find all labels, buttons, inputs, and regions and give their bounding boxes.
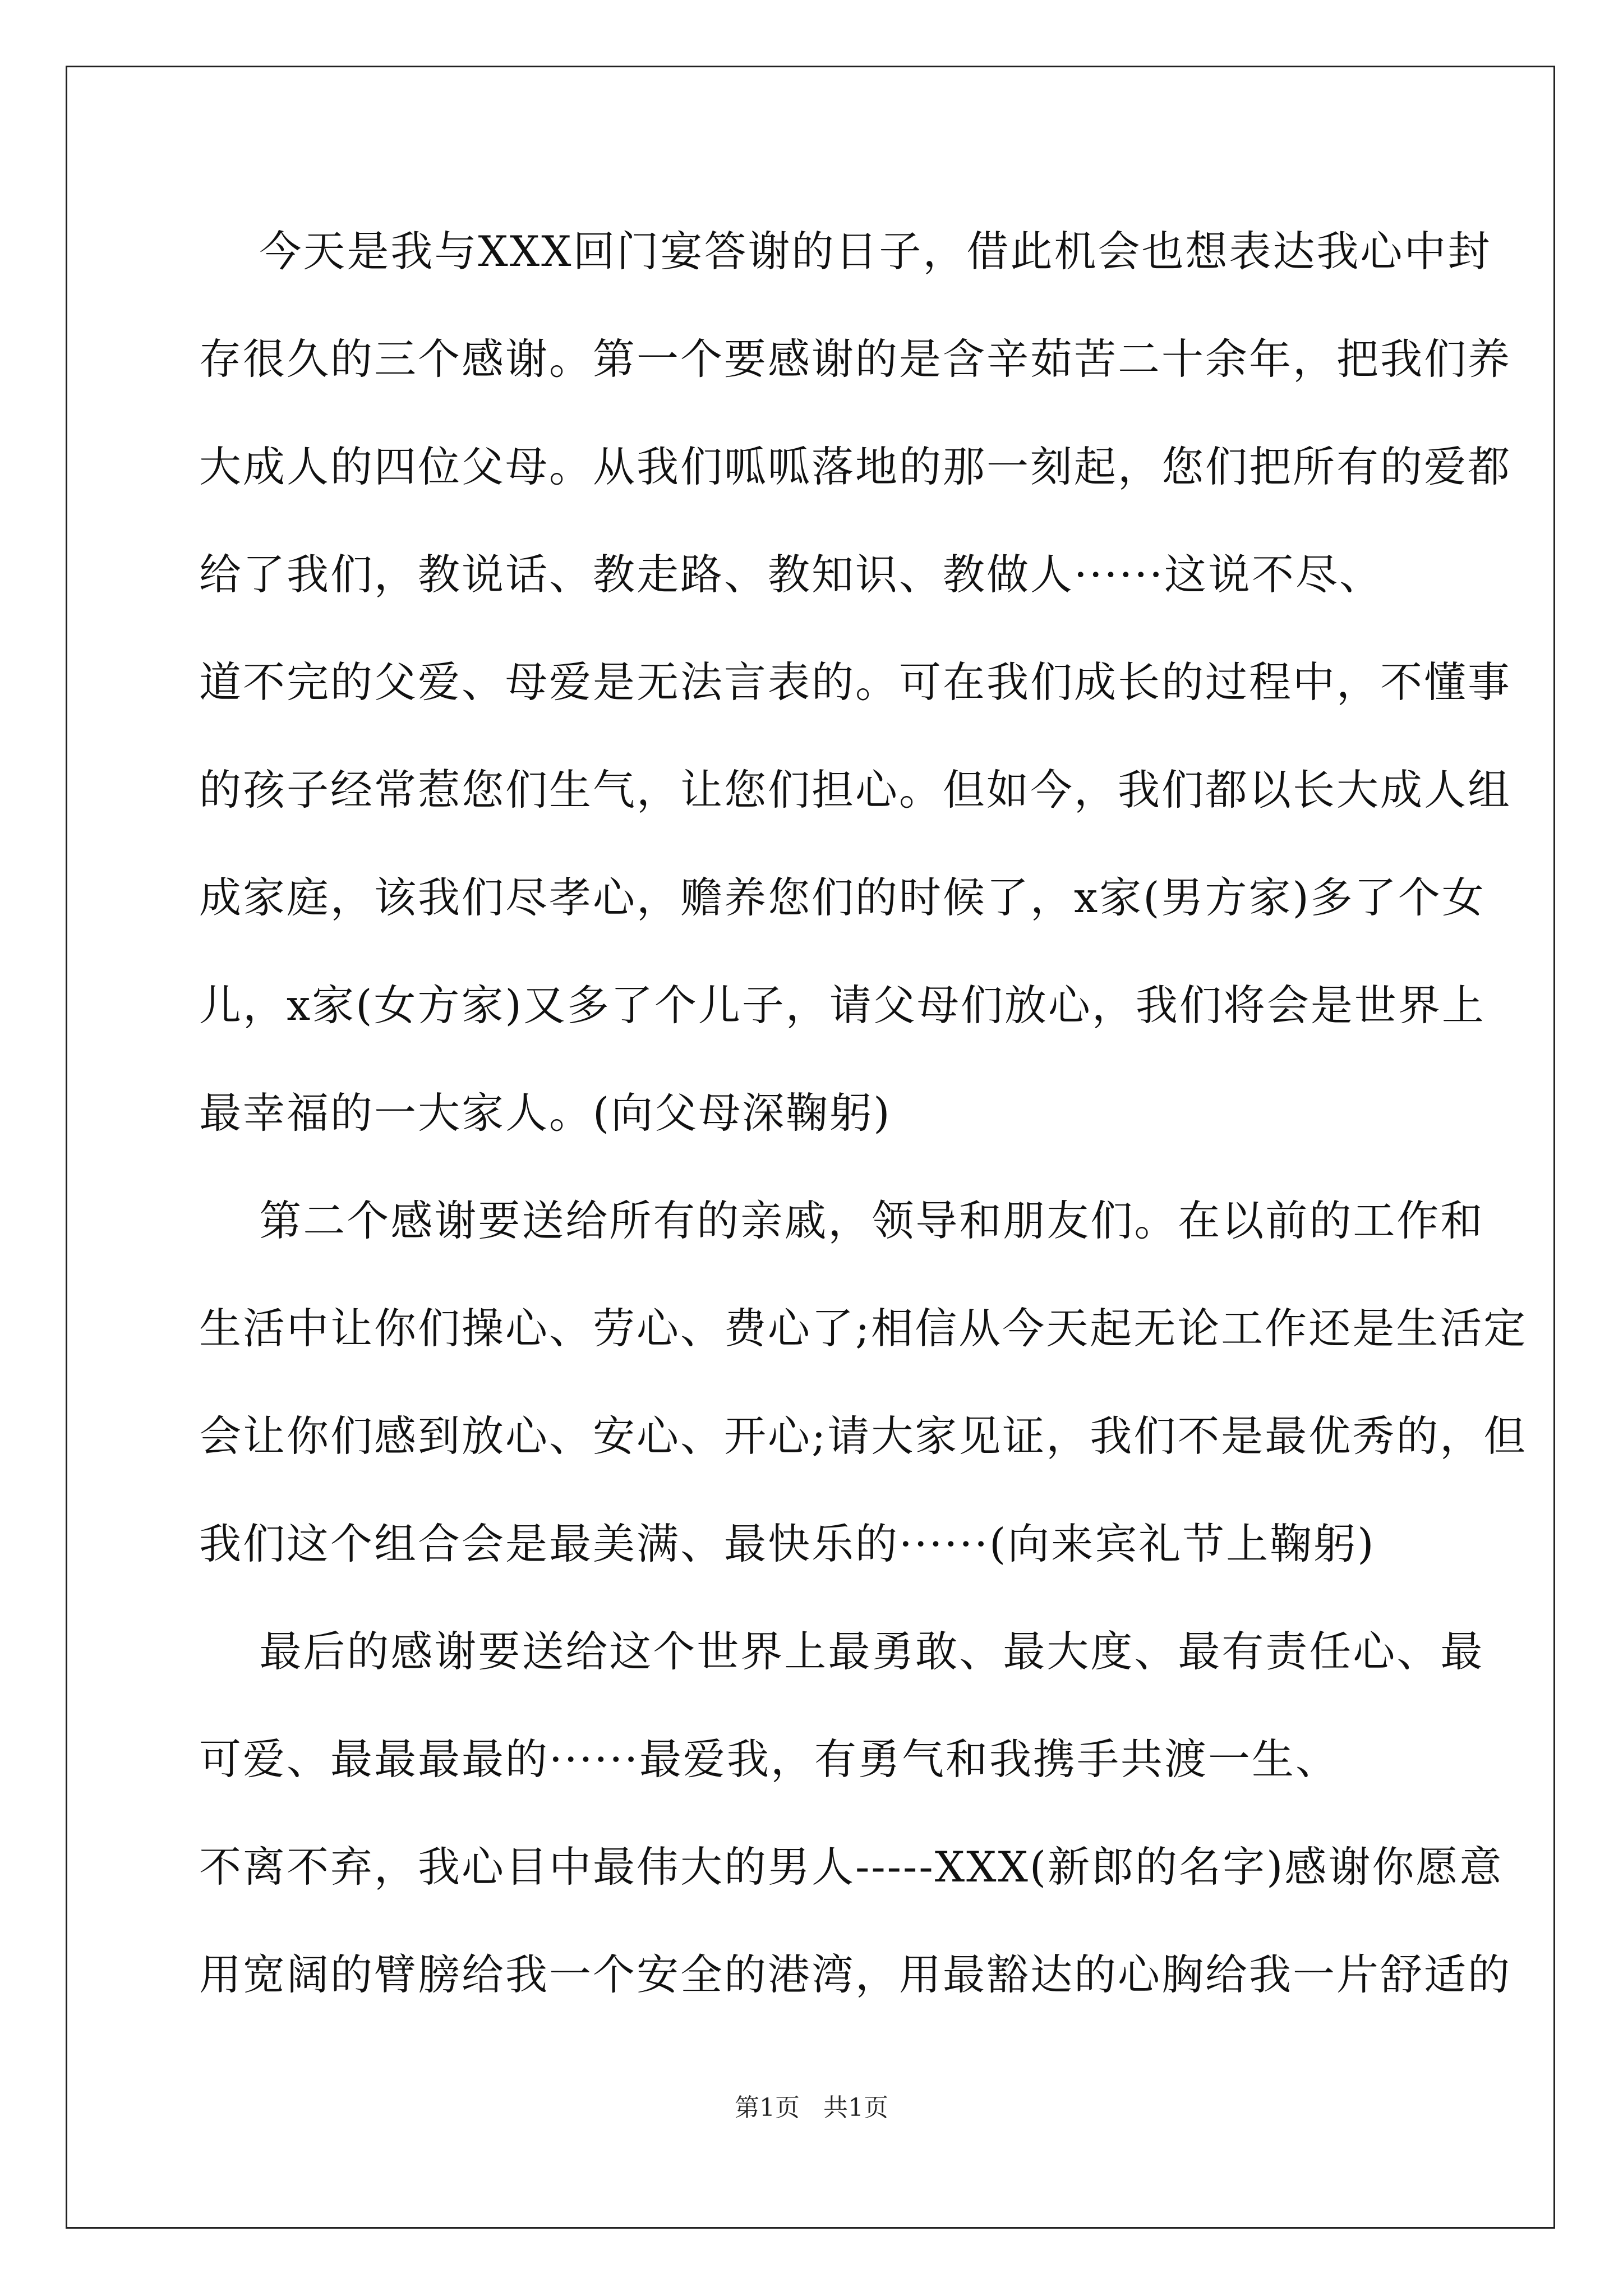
text-line: 会让你们感到放心、安心、开心;请大家见证，我们不是最优秀的，但 <box>199 1411 1528 1461</box>
text-line: 不离不弃，我心目中最伟大的男人-----XXX(新郎的名字)感谢你愿意 <box>199 1842 1504 1892</box>
text-line: 我们这个组合会是最美满、最快乐的······(向来宾礼节上鞠躬) <box>199 1519 1376 1568</box>
text-line: 生活中让你们操心、劳心、费心了;相信从今天起无论工作还是生活定 <box>199 1304 1528 1353</box>
text-line: 成家庭，该我们尽孝心，赡养您们的时候了，x家(男方家)多了个女 <box>199 873 1486 922</box>
text-line: 存很久的三个感谢。第一个要感谢的是含辛茹苦二十余年，把我们养 <box>199 334 1512 384</box>
text-line: 道不完的父爱、母爱是无法言表的。可在我们成长的过程中，不懂事 <box>199 657 1512 707</box>
text-line: 大成人的四位父母。从我们呱呱落地的那一刻起，您们把所有的爱都 <box>199 442 1512 491</box>
text-line: 最幸福的一大家人。(向父母深鞠躬) <box>199 1088 892 1138</box>
text-line: 最后的感谢要送给这个世界上最勇敢、最大度、最有责任心、最 <box>199 1627 1484 1676</box>
text-line: 今天是我与XXX回门宴答谢的日子，借此机会也想表达我心中封 <box>199 227 1492 276</box>
text-line: 给了我们，教说话、教走路、教知识、教做人······这说不尽、 <box>199 550 1384 599</box>
text-line: 儿，x家(女方家)又多了个儿子，请父母们放心，我们将会是世界上 <box>199 981 1486 1030</box>
document-body <box>199 221 1528 2052</box>
text-line: 的孩子经常惹您们生气，让您们担心。但如今，我们都以长大成人组 <box>199 765 1512 815</box>
text-line: 可爱、最最最最的······最爱我，有勇气和我携手共渡一生、 <box>199 1734 1340 1784</box>
page-number-footer: 第1页 共1页 <box>735 2093 888 2122</box>
text-line: 用宽阔的臂膀给我一个安全的港湾，用最豁达的心胸给我一片舒适的 <box>199 1950 1512 1999</box>
text-line: 第二个感谢要送给所有的亲戚，领导和朋友们。在以前的工作和 <box>199 1196 1484 1245</box>
